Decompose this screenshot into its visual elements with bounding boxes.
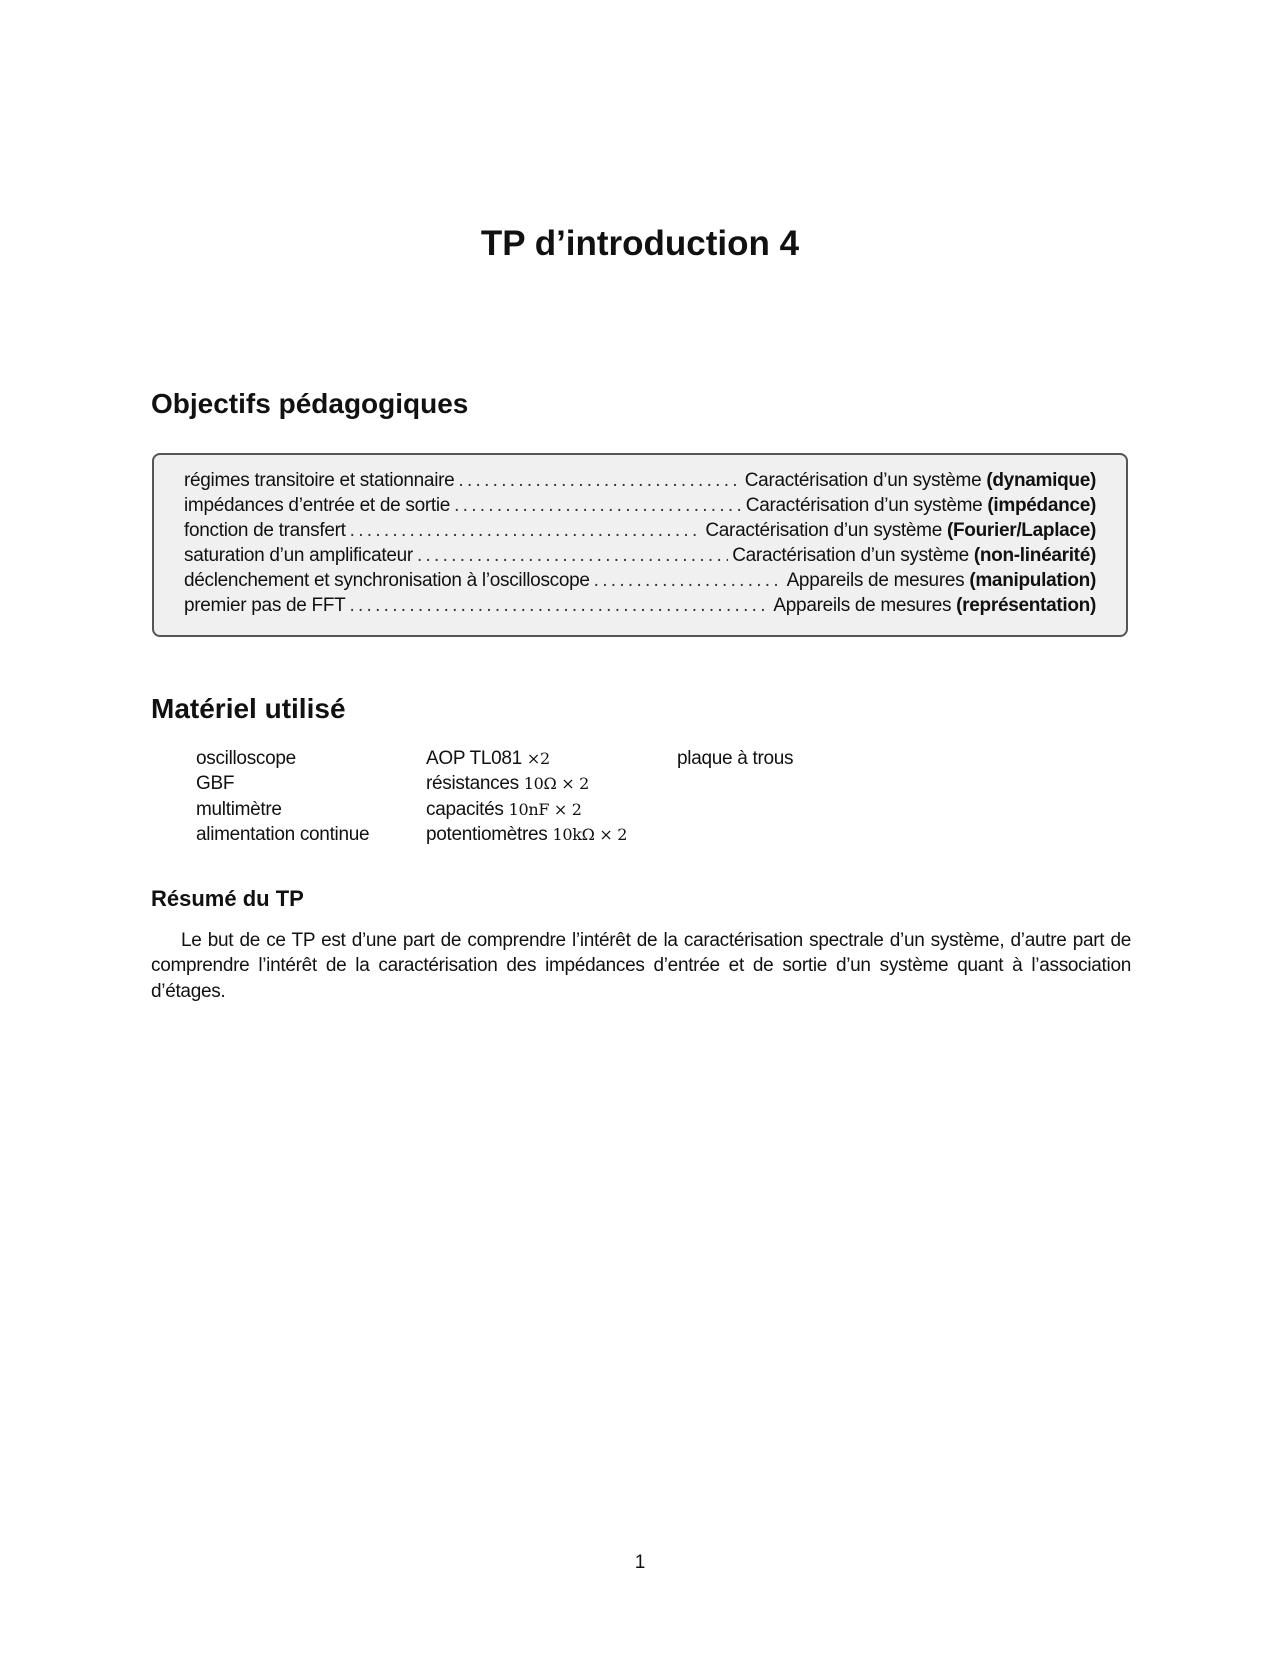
material-label: potentiomètres xyxy=(426,824,548,845)
objectives-heading: Objectifs pédagogiques xyxy=(151,388,469,419)
objective-category: Appareils de mesures xyxy=(773,595,952,616)
material-item xyxy=(426,824,627,846)
objective-category: Appareils de mesures xyxy=(786,570,965,591)
leader-dots xyxy=(458,470,740,492)
page-number: 1 xyxy=(634,1552,646,1573)
objective-row xyxy=(184,545,1096,570)
objective-tag: (impédance) xyxy=(987,495,1096,516)
material-item: oscilloscope xyxy=(196,748,296,769)
material-item: plaque à trous xyxy=(677,748,794,769)
objective-label: régimes transitoire et stationnaire xyxy=(184,470,455,491)
material-label: AOP TL081 xyxy=(426,748,522,769)
objective-label: saturation d’un amplificateur xyxy=(184,545,413,566)
objective-tag: (manipulation) xyxy=(969,570,1096,591)
material-label: capacités xyxy=(426,799,504,820)
objective-row xyxy=(184,570,1096,595)
objective-row xyxy=(184,595,1096,620)
objective-row xyxy=(184,470,1096,495)
page-title: TP d’introduction 4 xyxy=(480,224,800,263)
material-label: résistances xyxy=(426,773,519,794)
leader-dots xyxy=(454,495,742,517)
material-item: multimètre xyxy=(196,799,282,820)
objective-tag: (Fourier/Laplace) xyxy=(946,520,1096,541)
leader-dots xyxy=(417,545,728,567)
material-quantity: 10nF × 2 xyxy=(508,800,582,819)
material-item xyxy=(426,748,550,770)
objective-row xyxy=(184,520,1096,545)
objectives-box xyxy=(152,453,1128,637)
leader-dots xyxy=(349,595,769,617)
summary-paragraph xyxy=(151,928,1131,1004)
objective-tag: (représentation) xyxy=(956,595,1096,616)
material-item: GBF xyxy=(196,773,235,794)
summary-heading: Résumé du TP xyxy=(151,886,304,911)
summary-text: Le but de ce TP est d’une part de comprendre l’intérêt de la caractérisation spectrale d’un système, d’autre part de comprendre l’intérêt de la caractérisation des impédances d’entrée et de sortie d’un système quant à l’association d’étages. xyxy=(151,930,1131,1002)
objective-label: impédances d’entrée et de sortie xyxy=(184,495,451,516)
objective-label: premier pas de FFT xyxy=(184,595,346,616)
objective-tag: (non-linéarité) xyxy=(973,545,1096,566)
leader-dots xyxy=(594,570,783,592)
material-quantity: 10kΩ × 2 xyxy=(552,825,628,844)
leader-dots xyxy=(350,520,702,542)
material-quantity: 10Ω × 2 xyxy=(523,774,590,793)
material-quantity: ×2 xyxy=(526,749,550,768)
objective-row xyxy=(184,495,1096,520)
objective-category: Caractérisation d’un système xyxy=(744,470,982,491)
objective-label: déclenchement et synchronisation à l’oscilloscope xyxy=(184,570,590,591)
material-item xyxy=(426,799,582,821)
material-item: alimentation continue xyxy=(196,824,370,845)
material-item xyxy=(426,773,589,795)
objective-tag: (dynamique) xyxy=(986,470,1096,491)
objective-label: fonction de transfert xyxy=(184,520,346,541)
objective-category: Caractérisation d’un système xyxy=(745,495,983,516)
objective-category: Caractérisation d’un système xyxy=(705,520,942,541)
objective-category: Caractérisation d’un système xyxy=(732,545,969,566)
material-heading: Matériel utilisé xyxy=(151,693,346,724)
